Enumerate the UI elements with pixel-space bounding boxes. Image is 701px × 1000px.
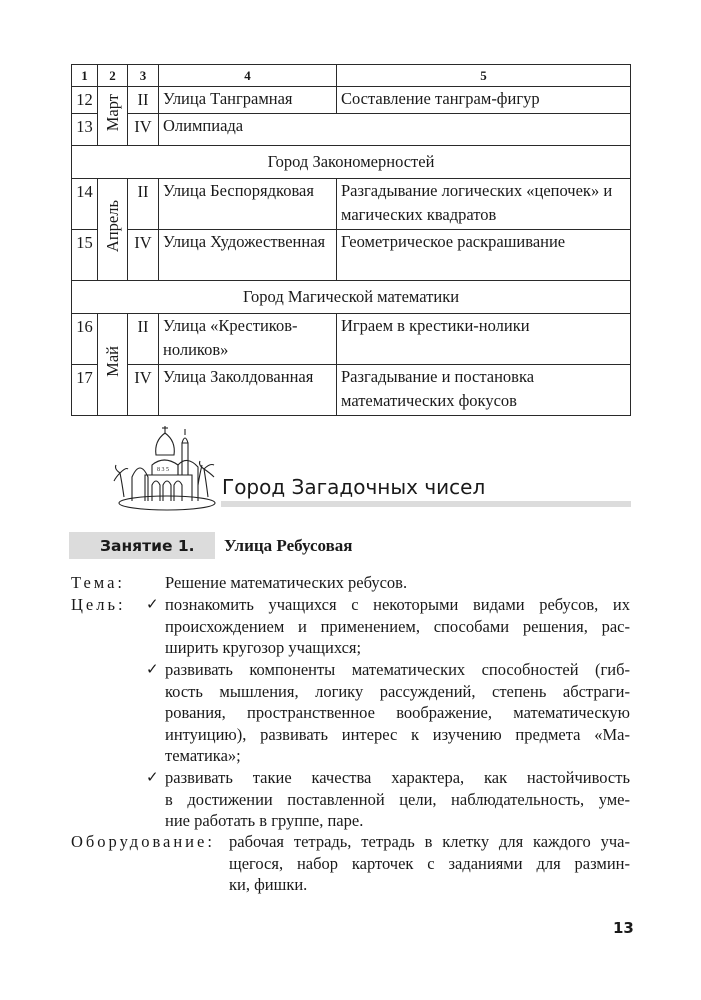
street-cell: Улица Заколдованная xyxy=(159,365,337,416)
row-number: 14 xyxy=(72,179,98,230)
row-number: 13 xyxy=(72,114,98,146)
goal-line: кость мышления, логику рассуждений, степень абстраги- xyxy=(165,681,630,701)
row-number: 15 xyxy=(72,230,98,281)
week-cell: II xyxy=(128,314,159,365)
goal-item xyxy=(165,767,630,832)
lesson-number: Занятие 1. xyxy=(100,537,195,555)
week-cell: IV xyxy=(128,365,159,416)
month-cell xyxy=(98,87,128,146)
goal-line: интуицию), развивать интерес к изучению предмета «Ма- xyxy=(165,724,630,744)
row-number: 17 xyxy=(72,365,98,416)
column-header: 5 xyxy=(337,65,631,87)
table-row xyxy=(72,314,631,365)
week-cell: IV xyxy=(128,230,159,281)
month-cell xyxy=(98,314,128,416)
table-row xyxy=(72,230,631,281)
checkmark-icon: ✓ xyxy=(146,660,159,678)
checkmark-icon: ✓ xyxy=(146,768,159,786)
goal-line: в достижении поставленной цели, наблюдательность, уме- xyxy=(165,789,630,809)
street-cell: Улица «Крестиков-ноликов» xyxy=(159,314,337,365)
section-title-cell: Город Закономерностей xyxy=(72,146,631,179)
activity-cell: Геометрическое раскрашивание xyxy=(337,230,631,281)
row-number: 16 xyxy=(72,314,98,365)
month-cell xyxy=(98,179,128,281)
section-row xyxy=(72,146,631,179)
goal-label: Цель: xyxy=(71,595,126,614)
month-label: Март xyxy=(102,93,122,132)
row-number: 12 xyxy=(72,87,98,114)
table-row xyxy=(72,179,631,230)
goal-line: развивать компоненты математических способностей (гиб- xyxy=(165,660,630,679)
table-row xyxy=(72,114,631,146)
week-cell: II xyxy=(128,179,159,230)
activity-cell: Разгадывание и постановка математических фокусов xyxy=(337,365,631,416)
svg-text:8 3 5: 8 3 5 xyxy=(157,467,169,473)
equipment-line: ки, фишки. xyxy=(229,875,308,894)
equipment-text xyxy=(229,831,630,896)
street-cell: Олимпиада xyxy=(159,114,631,146)
checkmark-icon: ✓ xyxy=(146,595,159,613)
topic-label: Тема: xyxy=(71,573,126,592)
goal-line: рования, пространственное воображение, математическую xyxy=(165,703,630,722)
equipment-label: Оборудование: xyxy=(71,832,215,851)
street-cell: Улица Художественная xyxy=(159,230,337,281)
lesson-plan-table xyxy=(71,64,631,416)
week-cell: II xyxy=(128,87,159,114)
street-cell: Улица Беспорядковая xyxy=(159,179,337,230)
goal-line: познакомить учащихся с некоторыми видами ребусов, их xyxy=(165,595,630,614)
goal-line: развивать такие качества характера, как настойчивость xyxy=(165,768,630,787)
section-title-cell: Город Магической математики xyxy=(72,281,631,314)
table-row xyxy=(72,365,631,416)
section-underline xyxy=(221,501,631,507)
goal-line: ние работать в группе, паре. xyxy=(165,811,364,830)
topic-text: Решение математических ребусов. xyxy=(165,573,408,592)
lesson-name: Улица Ребусовая xyxy=(224,536,353,555)
activity-cell: Разгадывание логических «цепочек» и магических квадратов xyxy=(337,179,631,230)
column-header: 3 xyxy=(128,65,159,87)
equipment-line: рабочая тетрадь, тетрадь в клетку для каждого уча- xyxy=(229,832,630,851)
section-row xyxy=(72,281,631,314)
equipment-line: щегося, набор карточек с заданиями для размин- xyxy=(229,853,630,873)
goal-item xyxy=(165,659,630,767)
table-row xyxy=(72,87,631,114)
goal-line: происхождением и применением, способами решения, рас- xyxy=(165,616,630,636)
column-header: 1 xyxy=(72,65,98,87)
street-cell: Улица Танграмная xyxy=(159,87,337,114)
table-header-row xyxy=(72,65,631,87)
section-title: Город Загадочных чисел xyxy=(222,475,486,499)
month-label: Май xyxy=(102,345,122,377)
goal-line: ширить кругозор учащихся; xyxy=(165,638,362,657)
week-cell: IV xyxy=(128,114,159,146)
activity-cell: Составление танграм-фигур xyxy=(337,87,631,114)
activity-cell: Играем в крестики-нолики xyxy=(337,314,631,365)
goal-line: тематика»; xyxy=(165,746,241,765)
column-header: 2 xyxy=(98,65,128,87)
goal-item xyxy=(165,594,630,659)
castle-icon xyxy=(112,425,222,513)
column-header: 4 xyxy=(159,65,337,87)
page-number: 13 xyxy=(613,919,634,937)
month-label: Апрель xyxy=(102,199,122,253)
